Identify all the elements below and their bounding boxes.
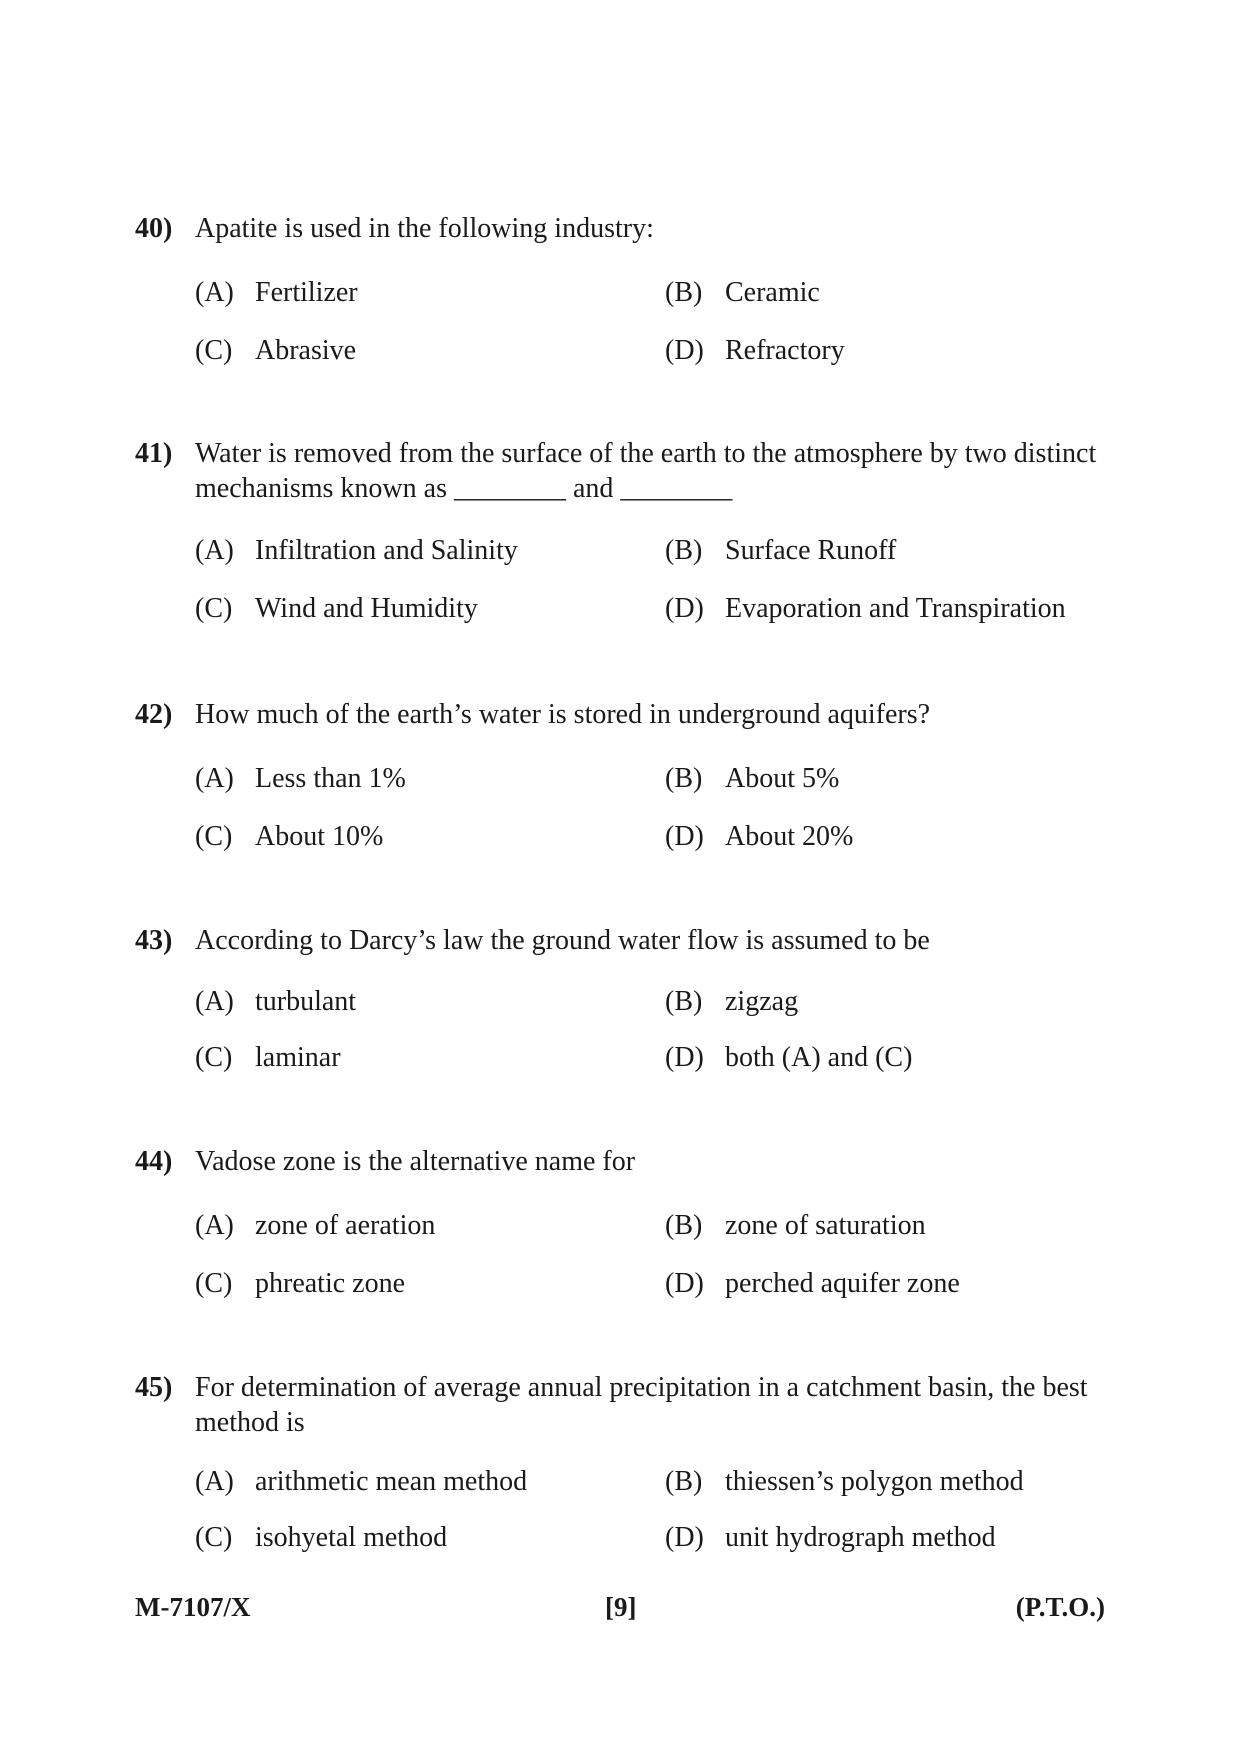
option-text: zigzag xyxy=(725,986,799,1017)
option-b[interactable] xyxy=(665,264,1115,322)
option-label: (C) xyxy=(195,1042,233,1073)
question-text: For determination of average annual precipitation in a catchment basin, the best method is xyxy=(195,1372,1088,1438)
option-label: (B) xyxy=(665,1210,703,1241)
option-b[interactable] xyxy=(665,522,1115,580)
option-text: Infiltration and Salinity xyxy=(255,535,518,566)
option-a[interactable] xyxy=(195,264,665,322)
option-text: About 10% xyxy=(255,821,384,852)
question-43 xyxy=(135,923,1115,1086)
option-label: (A) xyxy=(195,1466,234,1497)
option-d[interactable] xyxy=(665,322,1115,380)
question-text: Water is removed from the surface of the earth to the atmosphere by two distinct mechanisms known as ________ and ________ xyxy=(195,438,1097,504)
option-label: (A) xyxy=(195,535,234,566)
question-number: 45) xyxy=(135,1372,173,1403)
option-label: (A) xyxy=(195,986,234,1017)
option-text: Fertilizer xyxy=(255,277,358,308)
question-text: How much of the earth’s water is stored in underground aquifers? xyxy=(195,699,931,730)
option-c[interactable] xyxy=(195,1255,665,1313)
question-41 xyxy=(135,436,1115,638)
options-grid xyxy=(195,750,1115,866)
option-d[interactable] xyxy=(665,580,1115,638)
question-42 xyxy=(135,697,1115,866)
option-b[interactable] xyxy=(665,974,1115,1030)
option-text: Refractory xyxy=(725,335,845,366)
option-label: (C) xyxy=(195,821,233,852)
option-label: (C) xyxy=(195,593,233,624)
option-c[interactable] xyxy=(195,322,665,380)
option-text: isohyetal method xyxy=(255,1522,448,1553)
option-label: (C) xyxy=(195,1268,233,1299)
option-b[interactable] xyxy=(665,750,1115,808)
option-label: (B) xyxy=(665,763,703,794)
pto-label: (P.T.O.) xyxy=(1015,1592,1105,1622)
option-c[interactable] xyxy=(195,1510,665,1566)
option-label: (D) xyxy=(665,593,704,624)
option-a[interactable] xyxy=(195,1197,665,1255)
option-text: zone of aeration xyxy=(255,1210,436,1241)
option-label: (D) xyxy=(665,335,704,366)
question-number: 44) xyxy=(135,1146,173,1177)
question-number: 40) xyxy=(135,213,173,244)
option-a[interactable] xyxy=(195,750,665,808)
option-d[interactable] xyxy=(665,1510,1115,1566)
option-text: turbulant xyxy=(255,986,357,1017)
option-b[interactable] xyxy=(665,1454,1115,1510)
page-number: [9] xyxy=(605,1592,637,1622)
paper-code: M-7107/X xyxy=(135,1592,251,1622)
option-text: Evaporation and Transpiration xyxy=(725,593,1066,624)
option-text: About 20% xyxy=(725,821,854,852)
options-grid xyxy=(195,264,1115,380)
option-c[interactable] xyxy=(195,580,665,638)
option-c[interactable] xyxy=(195,1030,665,1086)
option-text: perched aquifer zone xyxy=(725,1268,960,1299)
option-label: (B) xyxy=(665,1466,703,1497)
option-d[interactable] xyxy=(665,808,1115,866)
question-number: 43) xyxy=(135,925,173,956)
option-label: (B) xyxy=(665,277,703,308)
option-label: (D) xyxy=(665,1042,704,1073)
options-grid xyxy=(195,1197,1115,1313)
option-d[interactable] xyxy=(665,1255,1115,1313)
option-label: (B) xyxy=(665,986,703,1017)
option-text: Wind and Humidity xyxy=(255,593,478,624)
option-label: (D) xyxy=(665,1268,704,1299)
option-text: arithmetic mean method xyxy=(255,1466,528,1497)
option-text: Abrasive xyxy=(255,335,357,366)
question-text: Apatite is used in the following industry: xyxy=(195,213,654,244)
option-text: both (A) and (C) xyxy=(725,1042,913,1073)
question-number: 41) xyxy=(135,438,173,469)
option-text: Surface Runoff xyxy=(725,535,897,566)
option-label: (D) xyxy=(665,1522,704,1553)
option-label: (A) xyxy=(195,277,234,308)
option-a[interactable] xyxy=(195,522,665,580)
options-grid xyxy=(195,522,1115,638)
option-label: (A) xyxy=(195,763,234,794)
option-text: laminar xyxy=(255,1042,341,1073)
question-text: Vadose zone is the alternative name for xyxy=(195,1146,636,1177)
options-grid xyxy=(195,974,1115,1086)
option-d[interactable] xyxy=(665,1030,1115,1086)
option-text: Ceramic xyxy=(725,277,820,308)
question-45 xyxy=(135,1370,1115,1566)
option-label: (B) xyxy=(665,535,703,566)
option-label: (C) xyxy=(195,335,233,366)
question-number: 42) xyxy=(135,699,173,730)
question-40 xyxy=(135,211,1115,380)
question-text: According to Darcy’s law the ground water flow is assumed to be xyxy=(195,925,930,956)
option-text: phreatic zone xyxy=(255,1268,406,1299)
option-text: unit hydrograph method xyxy=(725,1522,996,1553)
option-label: (A) xyxy=(195,1210,234,1241)
option-b[interactable] xyxy=(665,1197,1115,1255)
option-text: thiessen’s polygon method xyxy=(725,1466,1024,1497)
option-text: Less than 1% xyxy=(255,763,406,794)
option-text: About 5% xyxy=(725,763,840,794)
options-grid xyxy=(195,1454,1115,1566)
option-a[interactable] xyxy=(195,1454,665,1510)
option-label: (D) xyxy=(665,821,704,852)
question-44 xyxy=(135,1144,1115,1313)
option-label: (C) xyxy=(195,1522,233,1553)
option-c[interactable] xyxy=(195,808,665,866)
option-text: zone of saturation xyxy=(725,1210,926,1241)
option-a[interactable] xyxy=(195,974,665,1030)
